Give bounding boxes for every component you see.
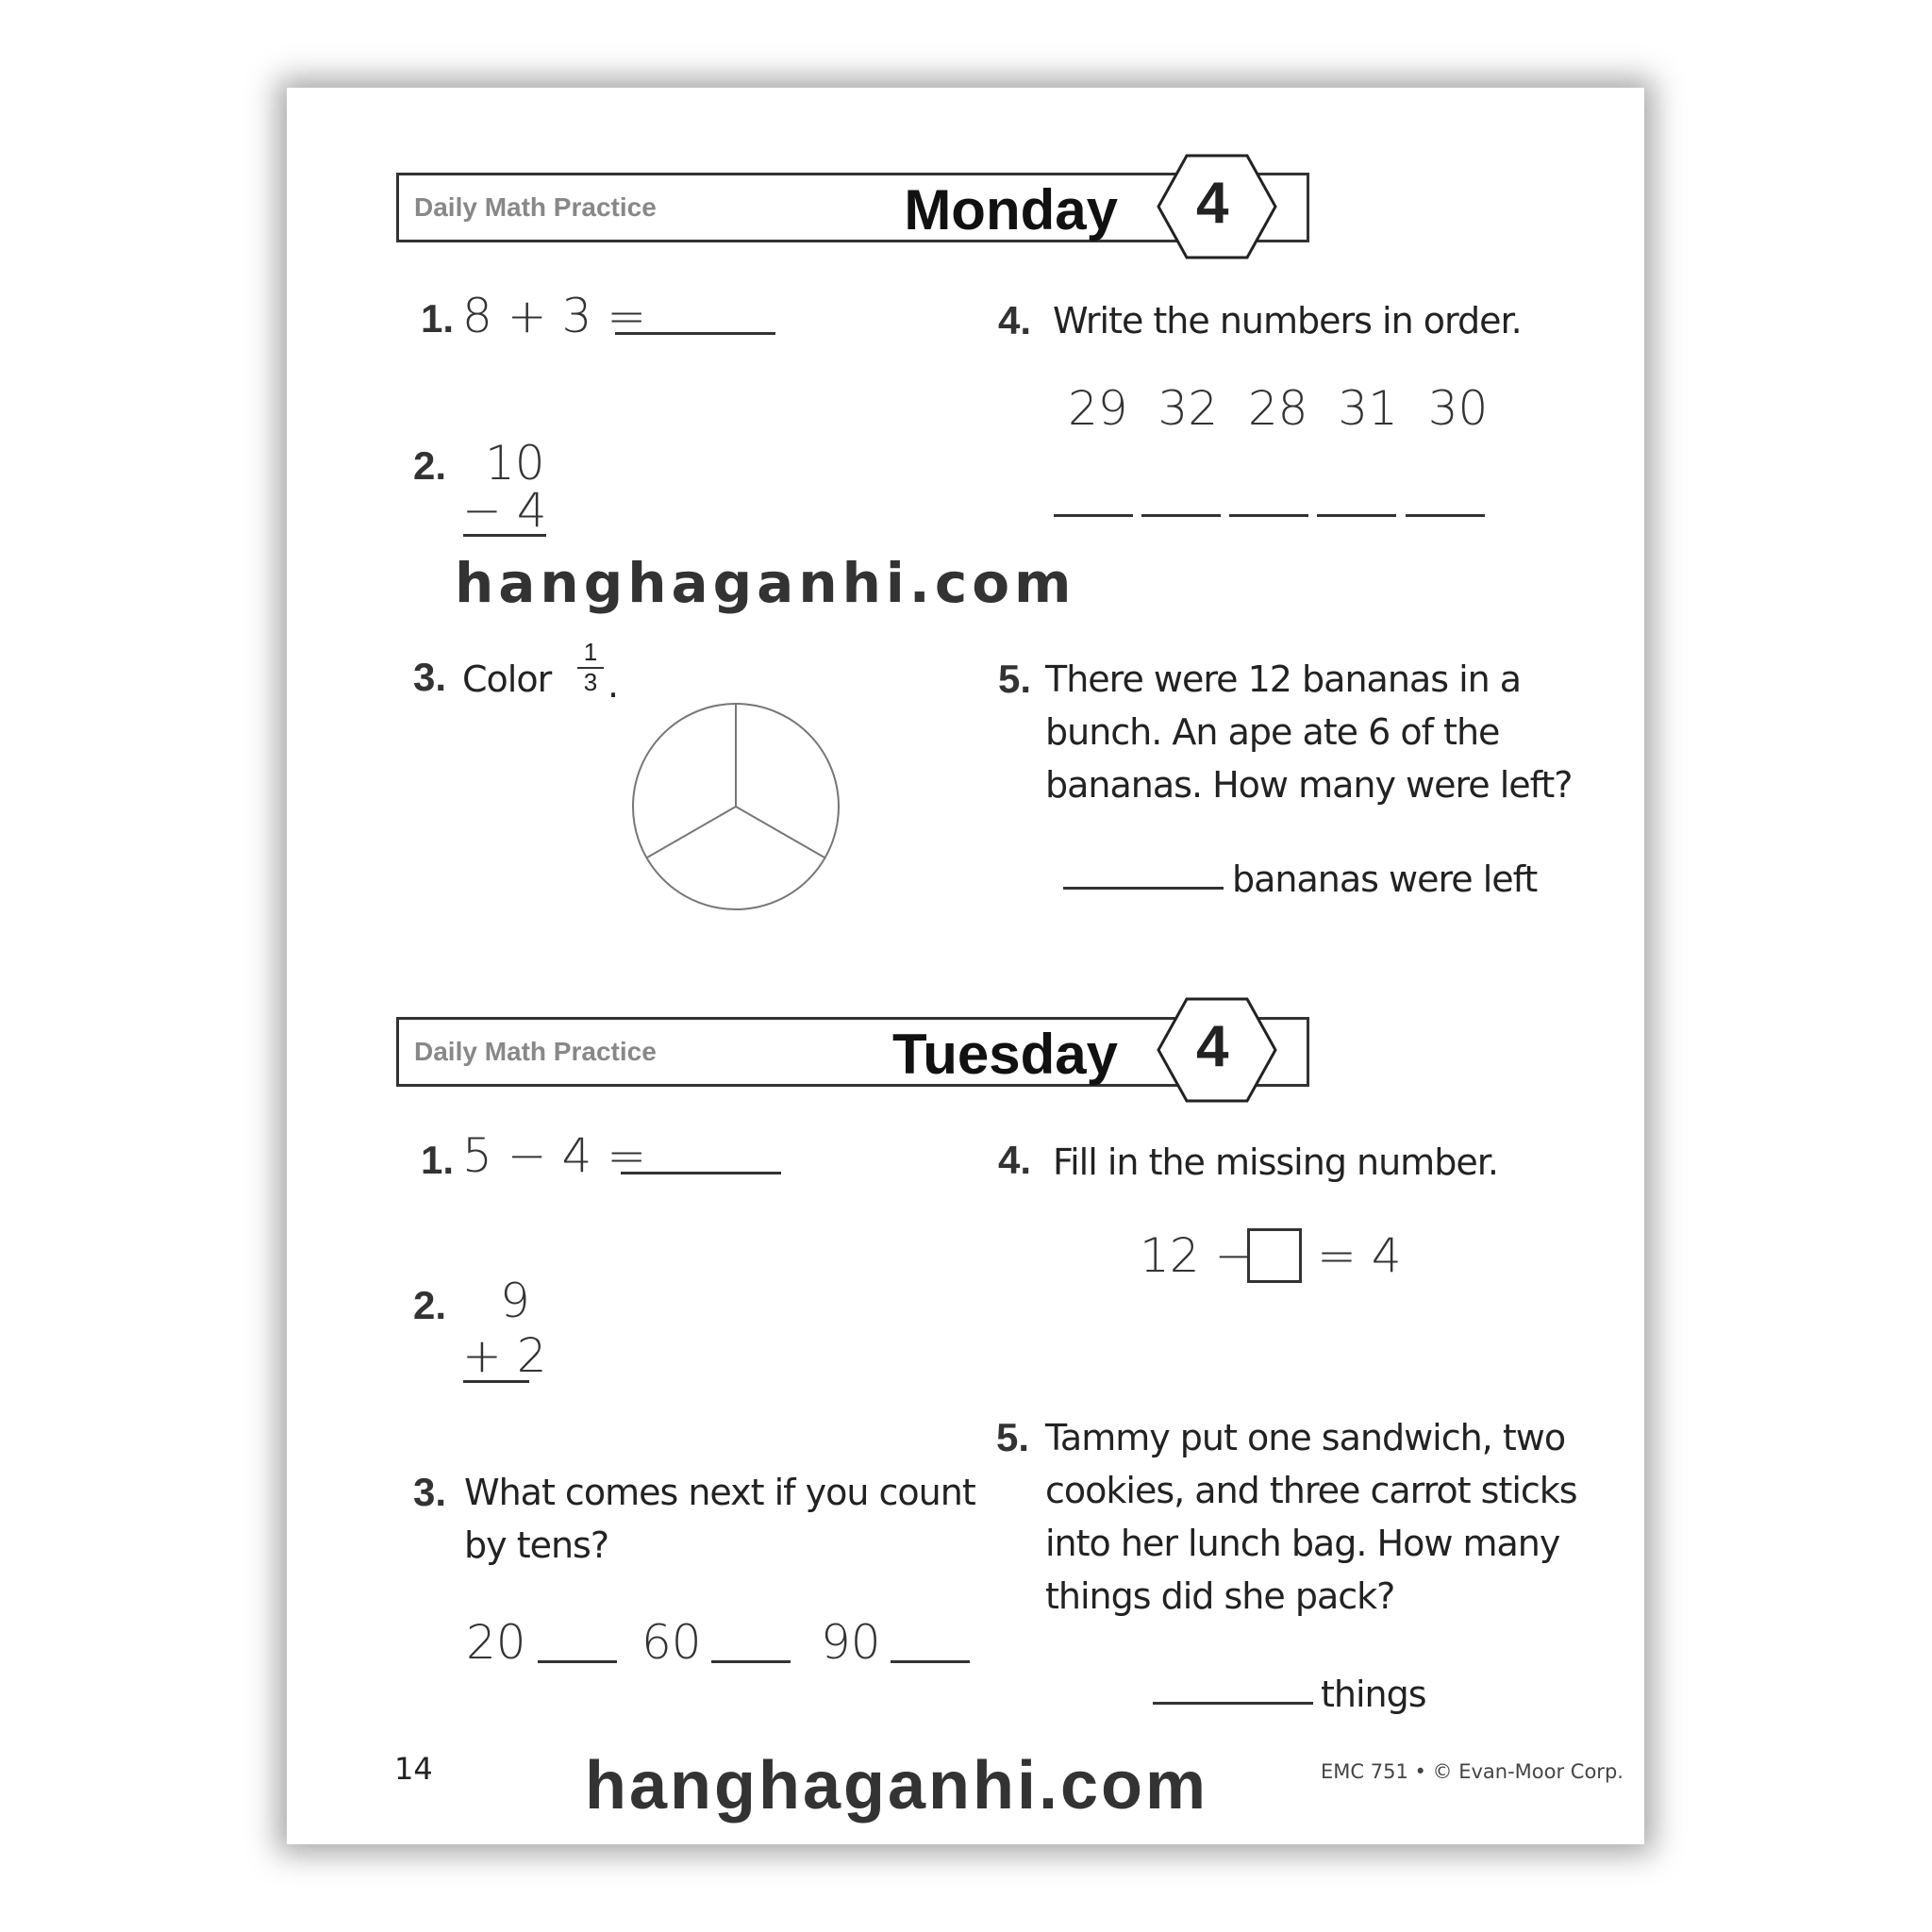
answer-label: things <box>1321 1674 1426 1715</box>
answer-blank[interactable] <box>1063 887 1224 890</box>
q1-problem: 5 − 4 = <box>462 1128 647 1183</box>
q5-line: things did she pack? <box>1045 1575 1395 1617</box>
sum-line <box>463 1380 529 1383</box>
q1-problem: 8 + 3 = <box>462 289 647 343</box>
q2-top: 10 <box>485 436 545 491</box>
number-list <box>1068 381 1488 436</box>
q-number: 4. <box>998 1138 1032 1182</box>
fraction-numerator: 1 <box>577 638 604 669</box>
fraction-denominator: 3 <box>583 668 598 696</box>
equation-left: 12 − <box>1140 1228 1255 1283</box>
q2-top: 9 <box>500 1274 530 1328</box>
page-number: 14 <box>394 1751 433 1787</box>
answer-blank <box>615 332 775 335</box>
answer-blank[interactable] <box>711 1660 791 1663</box>
watermark: hanghaganhi.com <box>455 551 1076 615</box>
q3-text: Color <box>462 658 552 700</box>
answer-blank[interactable] <box>538 1660 617 1663</box>
q5-line: bananas. How many were left? <box>1045 764 1573 806</box>
q5-line: bunch. An ape ate 6 of the <box>1045 711 1500 753</box>
q-number: 5. <box>998 657 1032 701</box>
period: . <box>608 664 619 706</box>
number: 20 <box>466 1615 526 1670</box>
number: 30 <box>1427 381 1489 436</box>
header-label: Daily Math Practice <box>414 1037 657 1066</box>
q5-line: cookies, and three carrot sticks <box>1045 1470 1577 1511</box>
q-number: 2. <box>413 443 447 488</box>
q-number: 2. <box>413 1283 447 1327</box>
q5-line: into her lunch bag. How many <box>1045 1523 1560 1564</box>
day-title: Tuesday <box>892 1023 1118 1086</box>
answer-blank[interactable] <box>1317 514 1396 517</box>
q-number: 4. <box>998 298 1032 342</box>
q-number: 1. <box>421 296 455 341</box>
q-number: 5. <box>996 1415 1030 1459</box>
sum-line <box>463 534 546 537</box>
answer-blank[interactable] <box>1153 1702 1313 1705</box>
equation-right: = 4 <box>1317 1228 1402 1283</box>
q2-bottom: + 2 <box>462 1328 547 1383</box>
number: 32 <box>1158 381 1219 436</box>
answer-blank[interactable] <box>1406 514 1485 517</box>
number: 28 <box>1247 381 1308 436</box>
q-number: 1. <box>421 1138 455 1182</box>
copyright-credit: EMC 751 • © Evan-Moor Corp. <box>1321 1760 1624 1783</box>
answer-blank[interactable] <box>621 1172 781 1174</box>
number: 31 <box>1338 381 1398 436</box>
worksheet-page <box>287 88 1644 1844</box>
answer-blank[interactable] <box>1141 514 1221 517</box>
q3-line: by tens? <box>464 1524 609 1566</box>
header-label: Daily Math Practice <box>414 192 657 222</box>
number: 90 <box>821 1615 881 1670</box>
q-number: 3. <box>413 655 447 699</box>
answer-blank[interactable] <box>1229 514 1308 517</box>
q5-line: There were 12 bananas in a <box>1045 658 1522 700</box>
number: 60 <box>641 1615 702 1670</box>
watermark: hanghaganhi.com <box>585 1748 1209 1824</box>
week-number: 4 <box>1196 171 1229 236</box>
q2-bottom: − 4 <box>462 483 547 538</box>
answer-blank[interactable] <box>891 1660 970 1663</box>
q5-line: Tammy put one sandwich, two <box>1045 1417 1566 1458</box>
q4-text: Fill in the missing number. <box>1053 1141 1498 1183</box>
thirds-circle[interactable] <box>630 701 841 912</box>
number: 29 <box>1068 381 1128 436</box>
week-number: 4 <box>1196 1014 1229 1079</box>
day-title: Monday <box>904 178 1118 242</box>
answer-label: bananas were left <box>1232 858 1538 900</box>
q-number: 3. <box>413 1470 447 1514</box>
q3-line: What comes next if you count <box>464 1472 975 1513</box>
q4-text: Write the numbers in order. <box>1053 300 1522 341</box>
answer-blank[interactable] <box>1054 514 1133 517</box>
missing-number-box[interactable] <box>1247 1228 1302 1283</box>
